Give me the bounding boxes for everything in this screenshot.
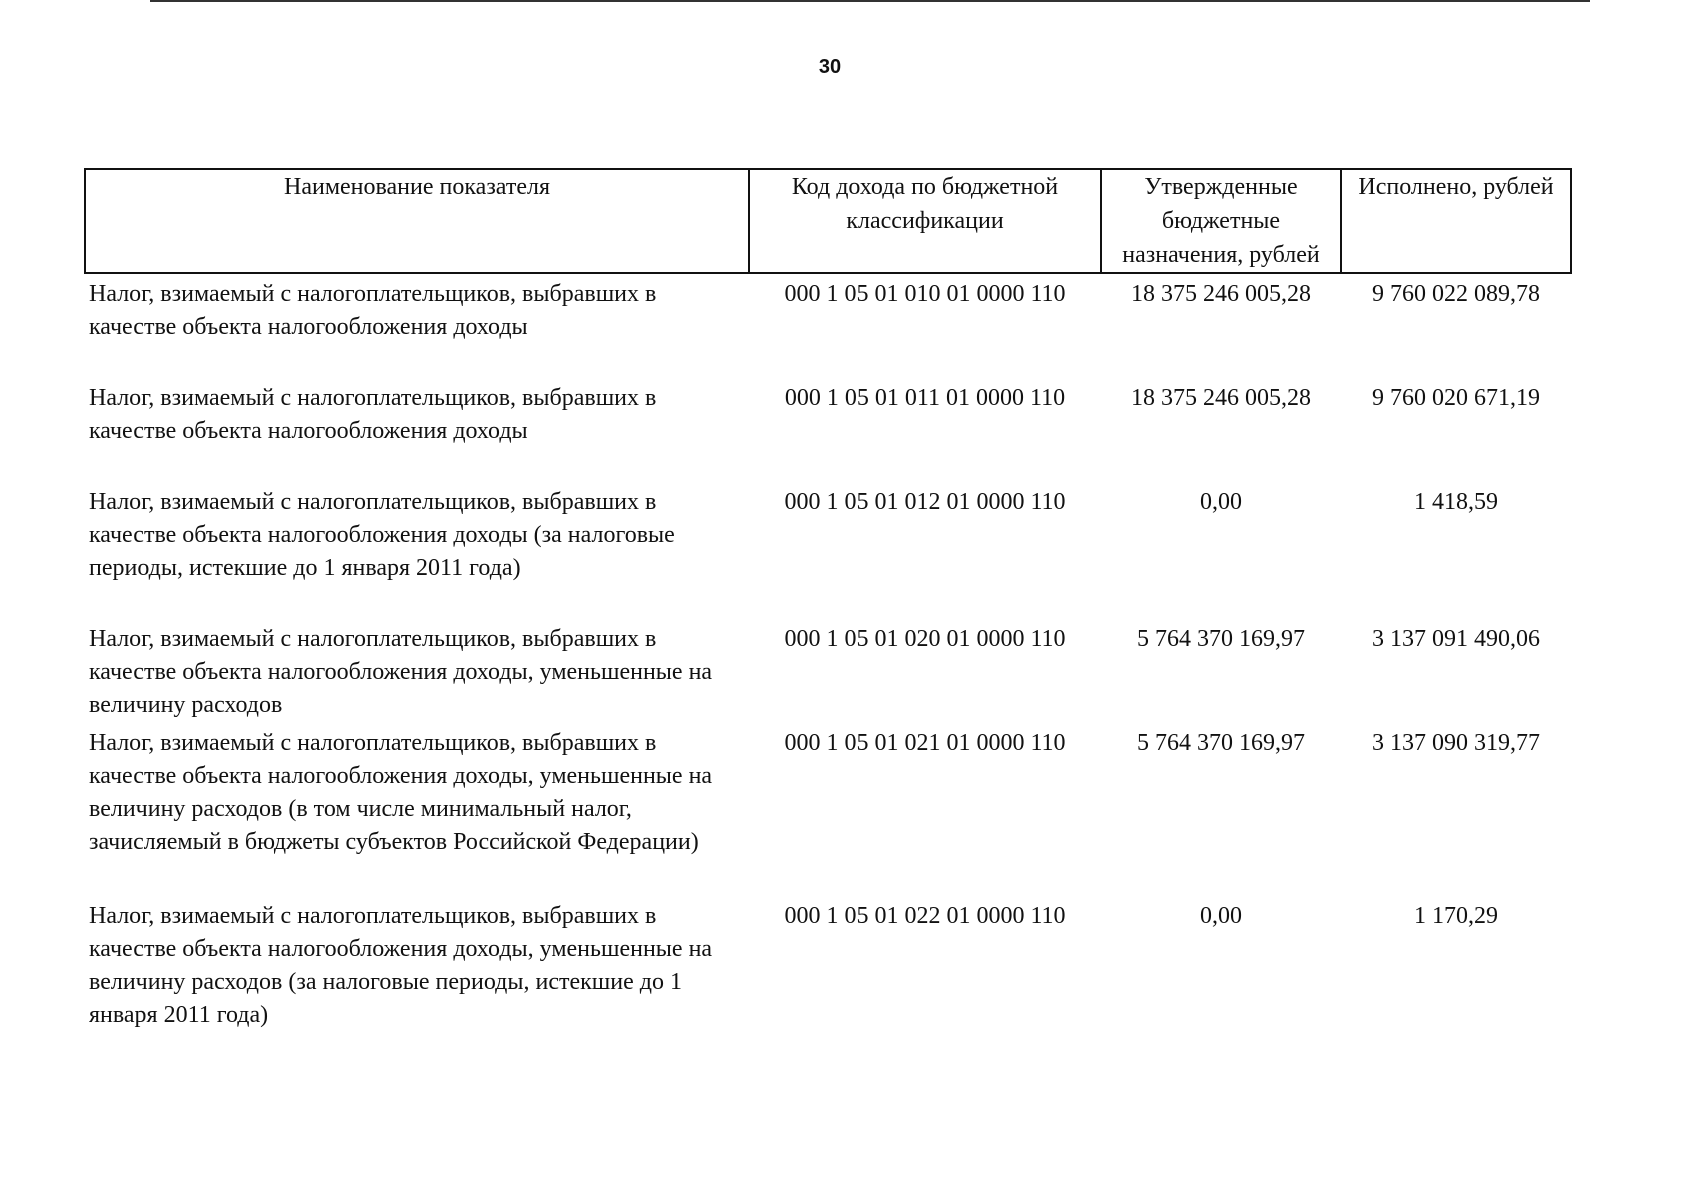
table-row (85, 623, 1571, 727)
table-header (85, 169, 1571, 273)
row-revenue-code: 000 1 05 01 021 01 0000 110 (784, 730, 1066, 756)
header-approved-appropriations: Утвержденные бюджетные назначения, рублей (1101, 169, 1341, 273)
table-row (85, 727, 1571, 900)
row-indicator-name: Налог, взимаемый с налогоплательщиков, выбравших в качестве объекта налогообложения доходы (за налоговые периоды, истекшие до 1 января 2011 года) (89, 489, 675, 581)
row-executed-amount: 1 418,59 (1414, 489, 1498, 515)
header-row (85, 169, 1571, 273)
row-approved-amount: 0,00 (1200, 489, 1242, 515)
row-executed-amount: 9 760 022 089,78 (1372, 281, 1540, 307)
header-indicator-name: Наименование показателя (85, 169, 749, 273)
row-revenue-code: 000 1 05 01 010 01 0000 110 (784, 281, 1066, 307)
row-executed-amount: 3 137 091 490,06 (1372, 626, 1540, 652)
header-executed: Исполнено, рублей (1341, 169, 1571, 273)
row-executed-amount: 9 760 020 671,19 (1372, 385, 1540, 411)
row-indicator-name: Налог, взимаемый с налогоплательщиков, выбравших в качестве объекта налогообложения доходы (89, 385, 657, 444)
row-revenue-code: 000 1 05 01 011 01 0000 110 (784, 385, 1066, 411)
revenue-table (84, 168, 1572, 1040)
row-revenue-code: 000 1 05 01 012 01 0000 110 (784, 489, 1066, 515)
row-executed-amount: 3 137 090 319,77 (1372, 730, 1540, 756)
scan-top-edge-line (150, 0, 1590, 2)
table-body (85, 273, 1571, 1040)
row-indicator-name: Налог, взимаемый с налогоплательщиков, выбравших в качестве объекта налогообложения доходы, уменьшенные на величину расходов (за налоговые периоды, истекшие до 1 января 2011 года) (89, 903, 713, 1028)
row-approved-amount: 5 764 370 169,97 (1137, 730, 1305, 756)
row-approved-amount: 5 764 370 169,97 (1137, 626, 1305, 652)
table-row (85, 486, 1571, 623)
row-indicator-name: Налог, взимаемый с налогоплательщиков, выбравших в качестве объекта налогообложения доходы, уменьшенные на величину расходов (в том числе минимальный налог, зачисляемый в бюджеты субъектов Российской Федерации) (89, 730, 713, 855)
page-number: 30 (818, 56, 842, 78)
table-row (85, 382, 1571, 486)
row-revenue-code: 000 1 05 01 020 01 0000 110 (784, 626, 1066, 652)
table-row (85, 900, 1571, 1040)
row-approved-amount: 0,00 (1200, 903, 1242, 929)
table-row (85, 273, 1571, 382)
row-approved-amount: 18 375 246 005,28 (1131, 385, 1311, 411)
row-approved-amount: 18 375 246 005,28 (1131, 281, 1311, 307)
row-revenue-code: 000 1 05 01 022 01 0000 110 (784, 903, 1066, 929)
row-indicator-name: Налог, взимаемый с налогоплательщиков, выбравших в качестве объекта налогообложения доходы, уменьшенные на величину расходов (89, 626, 713, 718)
row-executed-amount: 1 170,29 (1414, 903, 1498, 929)
row-indicator-name: Налог, взимаемый с налогоплательщиков, выбравших в качестве объекта налогообложения доходы (89, 281, 657, 340)
header-revenue-code: Код дохода по бюджетной классификации (749, 169, 1101, 273)
